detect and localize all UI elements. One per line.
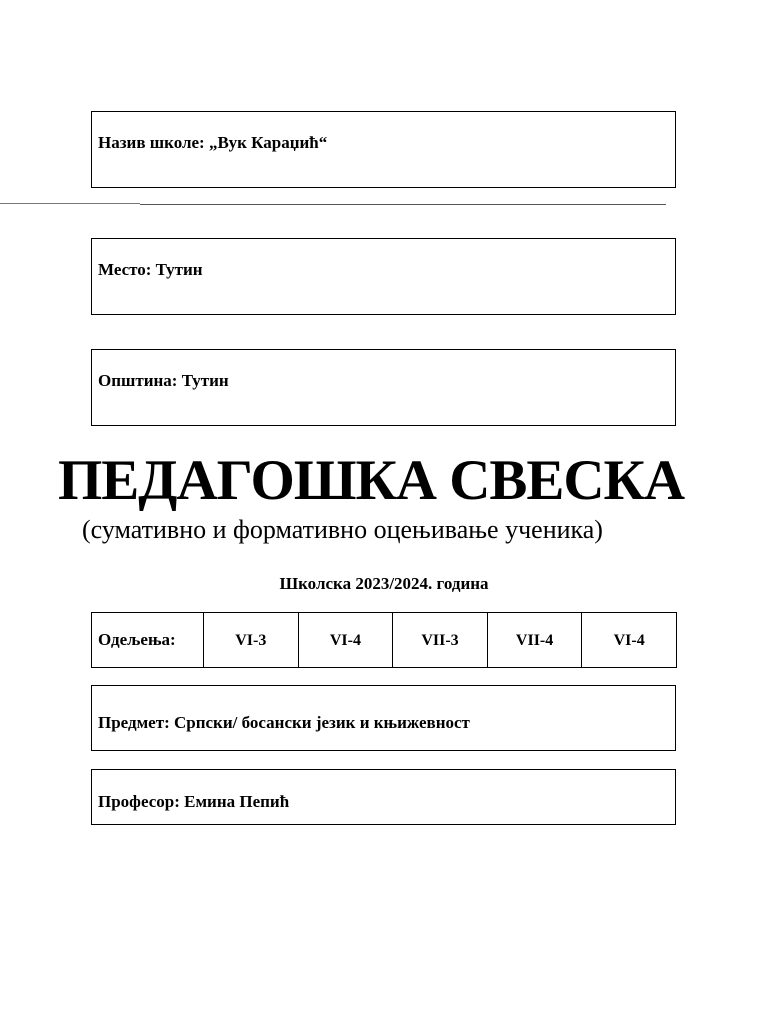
grades-table <box>91 612 677 668</box>
grade-cell: VI-3 <box>204 613 299 668</box>
teacher-box <box>91 769 676 825</box>
horizontal-rule-left <box>0 203 140 204</box>
subject-box <box>91 685 676 751</box>
grade-cell: VI-4 <box>582 613 677 668</box>
grades-label: Одељења: <box>92 613 204 668</box>
municipality-box <box>91 349 676 426</box>
page-title: ПЕДАГОШКА СВЕСКА <box>57 449 685 512</box>
teacher-text: Професор: Емина Пепић <box>98 792 290 811</box>
school-name-box <box>91 111 676 188</box>
grade-cell: VII-3 <box>393 613 488 668</box>
subject-text: Предмет: Српски/ босански језик и књижевност <box>98 713 470 732</box>
school-year: Школска 2023/2024. година <box>279 574 489 593</box>
grades-row <box>92 613 677 668</box>
page-subtitle: (сумативно и формативно оцењивање ученика) <box>82 515 603 544</box>
horizontal-rule <box>140 204 666 205</box>
school-name-text: Назив школе: „Вук Караџић“ <box>98 133 328 152</box>
grade-cell: VI-4 <box>298 613 393 668</box>
grade-cell: VII-4 <box>487 613 582 668</box>
municipality-text: Општина: Тутин <box>98 371 229 390</box>
place-text: Место: Тутин <box>98 260 203 279</box>
place-box <box>91 238 676 315</box>
